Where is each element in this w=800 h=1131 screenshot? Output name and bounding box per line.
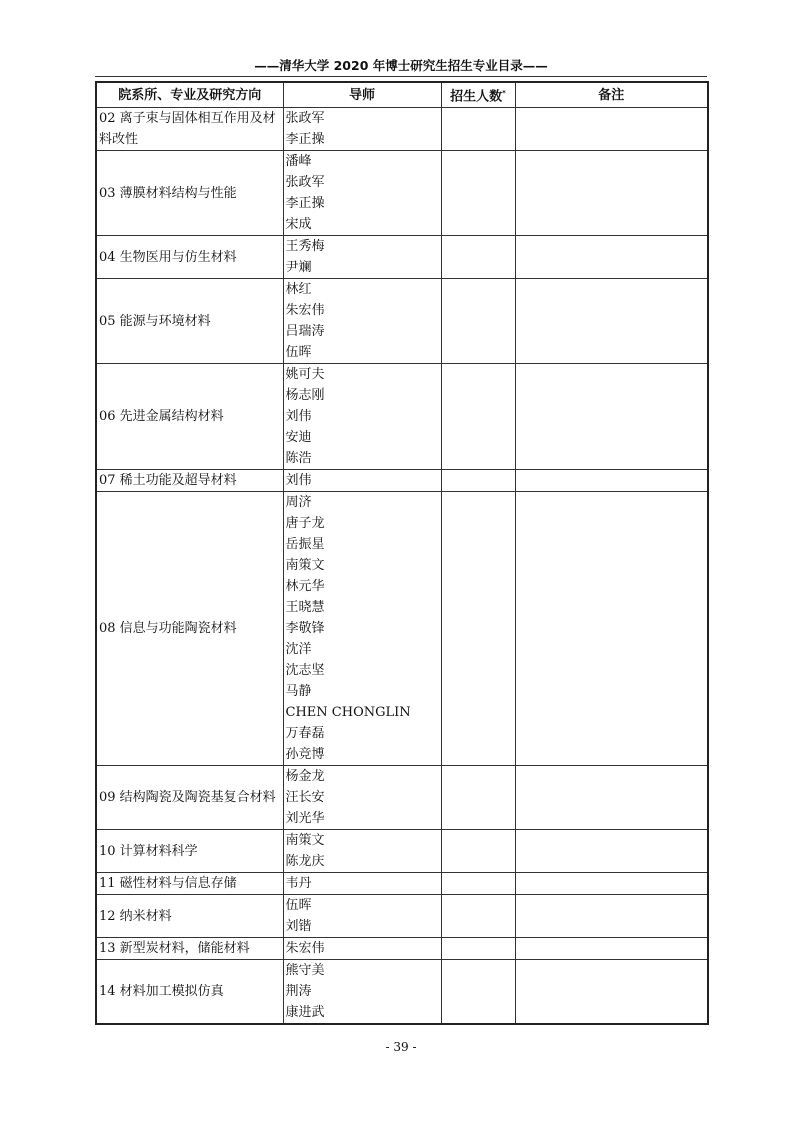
table-row xyxy=(96,279,708,364)
program-directory-table xyxy=(95,81,709,1025)
table-row xyxy=(96,873,708,895)
table-row xyxy=(96,151,708,236)
advisor-cell xyxy=(283,960,441,1025)
research-direction-cell: 06 先进金属结构材料 xyxy=(96,364,283,470)
remark-cell xyxy=(515,960,708,1025)
remark-cell xyxy=(515,108,708,151)
table-row xyxy=(96,364,708,470)
remark-cell xyxy=(515,895,708,938)
enroll-count-cell xyxy=(441,766,515,830)
col-header-direction: 院系所、专业及研究方向 xyxy=(96,82,283,108)
advisor-name: 唐子龙 xyxy=(285,516,325,532)
enroll-count-cell xyxy=(441,470,515,492)
advisor-name: 朱宏伟 xyxy=(285,941,325,957)
enroll-count-cell xyxy=(441,873,515,895)
enroll-count-cell xyxy=(441,960,515,1025)
research-direction-cell: 05 能源与环境材料 xyxy=(96,279,283,364)
col-header-enroll xyxy=(441,82,515,108)
advisor-name: 岳振星 xyxy=(285,537,325,553)
research-direction-cell: 02 离子束与固体相互作用及材料改性 xyxy=(96,108,283,151)
advisor-cell xyxy=(283,938,441,960)
advisor-name: 沈洋 xyxy=(285,642,312,658)
advisor-name: 姚可夫 xyxy=(285,367,325,383)
advisor-name: CHEN CHONGLIN xyxy=(285,705,411,721)
advisor-name: 荆涛 xyxy=(285,984,312,1000)
remark-cell xyxy=(515,364,708,470)
advisor-name: 周济 xyxy=(285,495,312,511)
col-header-enroll-label: 招生人数 xyxy=(450,89,503,105)
advisor-name: 林元华 xyxy=(285,579,325,595)
table-body xyxy=(96,108,708,1025)
enroll-count-cell xyxy=(441,279,515,364)
enroll-count-cell xyxy=(441,364,515,470)
advisor-name: 安迪 xyxy=(285,430,312,446)
table-row xyxy=(96,895,708,938)
research-direction-cell: 09 结构陶瓷及陶瓷基复合材料 xyxy=(96,766,283,830)
advisor-name: 尹斓 xyxy=(285,260,312,276)
advisor-name: 汪长安 xyxy=(285,790,325,806)
advisor-name: 张政军 xyxy=(285,175,325,191)
table-row xyxy=(96,830,708,873)
enroll-count-cell xyxy=(441,236,515,279)
advisor-cell xyxy=(283,108,441,151)
table-row xyxy=(96,960,708,1025)
remark-cell xyxy=(515,873,708,895)
advisor-cell xyxy=(283,895,441,938)
advisor-cell xyxy=(283,766,441,830)
research-direction-cell: 11 磁性材料与信息存储 xyxy=(96,873,283,895)
page-number: - 39 - xyxy=(385,1040,417,1054)
remark-cell xyxy=(515,938,708,960)
advisor-name: 伍晖 xyxy=(285,345,312,361)
advisor-name: 潘峰 xyxy=(285,154,312,170)
advisor-name: 马静 xyxy=(285,684,312,700)
advisor-name: 万春磊 xyxy=(285,726,325,742)
advisor-name: 王晓慧 xyxy=(285,600,325,616)
remark-cell xyxy=(515,236,708,279)
advisor-name: 韦丹 xyxy=(285,876,312,892)
table-row xyxy=(96,470,708,492)
advisor-name: 吕瑞涛 xyxy=(285,324,325,340)
remark-cell xyxy=(515,830,708,873)
remark-cell xyxy=(515,470,708,492)
advisor-name: 杨志刚 xyxy=(285,388,325,404)
research-direction-cell: 08 信息与功能陶瓷材料 xyxy=(96,492,283,766)
enroll-count-cell xyxy=(441,895,515,938)
advisor-name: 王秀梅 xyxy=(285,239,325,255)
advisor-name: 伍晖 xyxy=(285,898,312,914)
advisor-name: 刘光华 xyxy=(285,811,325,827)
header-rule xyxy=(95,76,707,77)
advisor-name: 宋成 xyxy=(285,217,312,233)
advisor-name: 刘伟 xyxy=(285,473,312,489)
advisor-name: 李正操 xyxy=(285,132,325,148)
advisor-name: 熊守美 xyxy=(285,963,325,979)
col-header-advisor: 导师 xyxy=(283,82,441,108)
page-header: ——清华大学 2020 年博士研究生招生专业目录—— xyxy=(254,58,548,73)
research-direction-cell: 13 新型炭材料，储能材料 xyxy=(96,938,283,960)
advisor-cell xyxy=(283,873,441,895)
table-row xyxy=(96,766,708,830)
research-direction-cell: 03 薄膜材料结构与性能 xyxy=(96,151,283,236)
research-direction-cell: 10 计算材料科学 xyxy=(96,830,283,873)
research-direction-cell: 14 材料加工模拟仿真 xyxy=(96,960,283,1025)
table-row xyxy=(96,108,708,151)
advisor-name: 南策文 xyxy=(285,833,325,849)
advisor-name: 孙竞博 xyxy=(285,747,325,763)
advisor-name: 刘伟 xyxy=(285,409,312,425)
research-direction-cell: 12 纳米材料 xyxy=(96,895,283,938)
advisor-name: 杨金龙 xyxy=(285,769,325,785)
advisor-cell xyxy=(283,492,441,766)
advisor-name: 朱宏伟 xyxy=(285,303,325,319)
enroll-count-cell xyxy=(441,108,515,151)
enroll-count-cell xyxy=(441,938,515,960)
remark-cell xyxy=(515,766,708,830)
research-direction-cell: 07 稀土功能及超导材料 xyxy=(96,470,283,492)
advisor-name: 陈龙庆 xyxy=(285,854,325,870)
advisor-name: 林红 xyxy=(285,282,312,298)
advisor-name: 刘锴 xyxy=(285,919,312,935)
enroll-count-cell xyxy=(441,830,515,873)
table-row xyxy=(96,236,708,279)
advisor-cell xyxy=(283,279,441,364)
remark-cell xyxy=(515,151,708,236)
research-direction-cell: 04 生物医用与仿生材料 xyxy=(96,236,283,279)
advisor-cell xyxy=(283,151,441,236)
advisor-name: 陈浩 xyxy=(285,451,312,467)
advisor-cell xyxy=(283,470,441,492)
advisor-cell xyxy=(283,364,441,470)
advisor-name: 南策文 xyxy=(285,558,325,574)
remark-cell xyxy=(515,492,708,766)
table-header-row xyxy=(96,82,708,108)
advisor-name: 康进武 xyxy=(285,1005,325,1021)
advisor-cell xyxy=(283,236,441,279)
table-row xyxy=(96,938,708,960)
col-header-remark: 备注 xyxy=(515,82,708,108)
advisor-name: 张政军 xyxy=(285,111,325,127)
enroll-footnote-mark: * xyxy=(502,89,506,97)
enroll-count-cell xyxy=(441,151,515,236)
advisor-name: 沈志坚 xyxy=(285,663,325,679)
remark-cell xyxy=(515,279,708,364)
advisor-name: 李敬锋 xyxy=(285,621,325,637)
table-row xyxy=(96,492,708,766)
enroll-count-cell xyxy=(441,492,515,766)
advisor-cell xyxy=(283,830,441,873)
advisor-name: 李正操 xyxy=(285,196,325,212)
